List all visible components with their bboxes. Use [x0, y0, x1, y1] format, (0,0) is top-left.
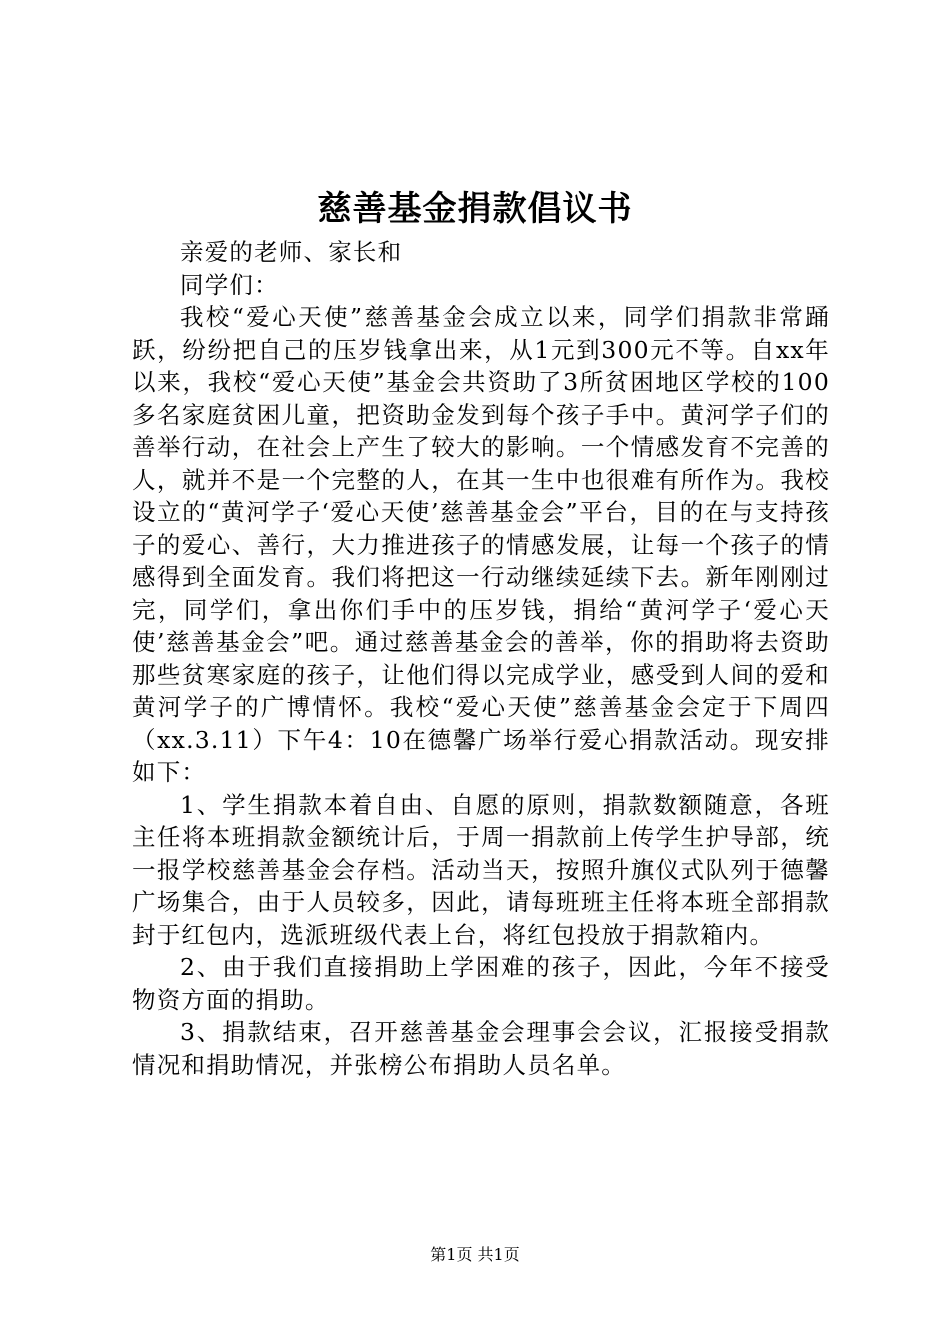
- salutation-line-2: 同学们：: [180, 270, 279, 299]
- paragraph-item-2: 2、由于我们直接捐助上学困难的孩子，因此，今年不接受物资方面的捐助。: [132, 953, 830, 1014]
- document-body: [132, 236, 830, 1081]
- page-footer: 第1页 共1页: [430, 1245, 520, 1264]
- paragraph-item-1: 1、学生捐款本着自由、自愿的原则，捐款数额随意，各班主任将本班捐款金额统计后，于周一捐款前上传学生护导部，统一报学校慈善基金会存档。活动当天，按照升旗仪式队列于德馨广场集合，由于人员较多，因此，请每班班主任将本班全部捐款封于红包内，选派班级代表上台，将红包投放于捐款箱内。: [132, 790, 830, 949]
- paragraph-intro: 我校“爱心天使”慈善基金会成立以来，同学们捐款非常踊跃，纷纷把自己的压岁钱拿出来，从1元到300元不等。自xx年以来，我校“爱心天使”基金会共资助了3所贫困地区学校的100多名家庭贫困儿童，把资助金发到每个孩子手中。黄河学子们的善举行动，在社会上产生了较大的影响。一个情感发育不完善的人，就并不是一个完整的人，在其一生中也很难有所作为。我校设立的“黄河学子‘爱心天使’慈善基金会”平台，目的在与支持孩子的爱心、善行，大力推进孩子的情感发展，让每一个孩子的情感得到全面发育。我们将把这一行动继续延续下去。新年刚刚过完，同学们，拿出你们手中的压岁钱，捐给“黄河学子‘爱心天使’慈善基金会”吧。通过慈善基金会的善举，你的捐助将去资助那些贫寒家庭的孩子，让他们得以完成学业，感受到人间的爱和黄河学子的广博情怀。我校“爱心天使”慈善基金会定于下周四（xx.3.11）下午4：10在德馨广场举行爱心捐款活动。现安排如下：: [132, 303, 830, 786]
- salutation-line-1: 亲爱的老师、家长和: [180, 238, 403, 266]
- document-title: 慈善基金捐款倡议书: [317, 189, 633, 229]
- paragraph-item-3: 3、捐款结束，召开慈善基金会理事会会议，汇报接受捐款情况和捐助情况，并张榜公布捐助人员名单。: [132, 1018, 830, 1079]
